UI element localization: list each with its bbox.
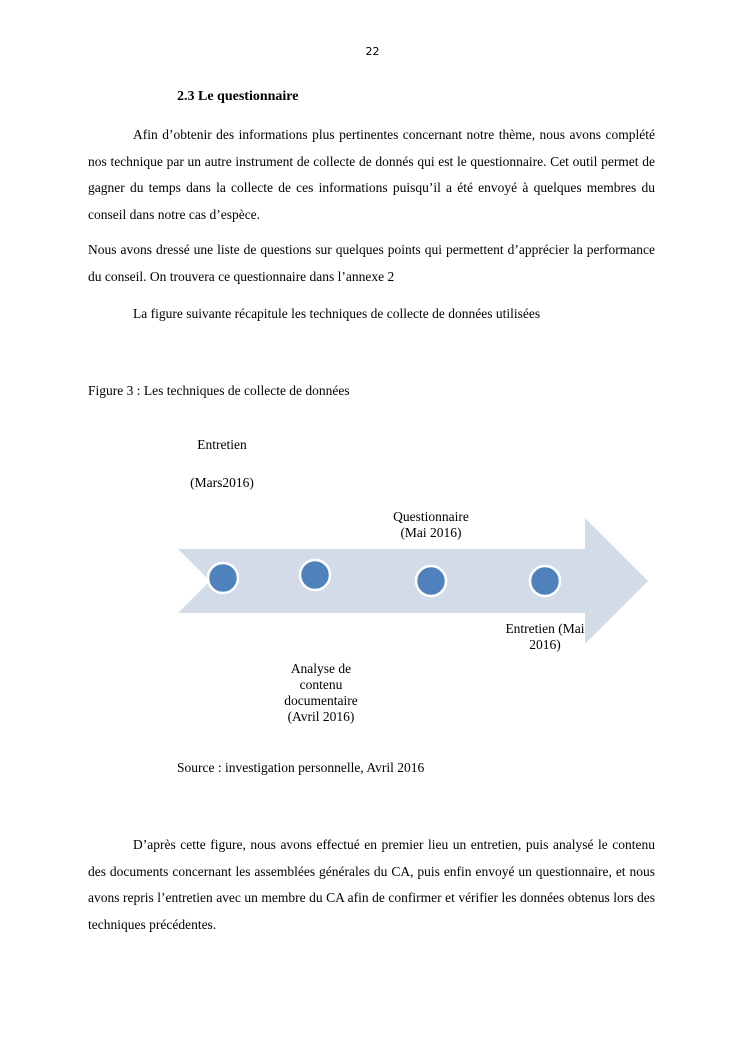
step-label-questionnaire: Questionnaire (Mai 2016) — [393, 509, 469, 540]
paragraph-questionnaire-intro: Afin d’obtenir des informations plus pertinentes concernant notre thème, nous avons complété nos technique par un autre instrument de collecte de donnés qui est le questionnaire. Cet outil permet de gagner du temps dans la collecte de ces informations puisqu’il a été envoyé à quelques membres du conseil dans notre cas d’espèce. — [88, 127, 655, 222]
figure-source: Source : investigation personnelle, Avril 2016 — [177, 760, 425, 775]
milestone-circle-2 — [300, 560, 330, 590]
figure-caption: Figure 3 : Les techniques de collecte de données — [88, 383, 350, 398]
paragraph-figure-intro: La figure suivante récapitule les techniques de collecte de données utilisées — [133, 306, 541, 321]
milestone-circle-1 — [208, 563, 238, 593]
step-label-analyse: Analyse de contenu documentaire (Avril 2016) — [284, 661, 358, 724]
step-label-entretien-mars: Entretien (Mars2016) — [190, 437, 254, 490]
page-number: 22 — [365, 45, 380, 58]
milestone-circle-4 — [530, 566, 560, 596]
paragraph-conclusion: D’après cette figure, nous avons effectué en premier lieu un entretien, puis analysé le contenu des documents concernant les assemblées générales du CA, puis enfin envoyé un questionnaire, et nous avons repris l’entretien avec un membre du CA afin de confirmer et vérifier les données obtenus lors des techniques précédentes. — [88, 837, 655, 932]
paragraph-question-list: Nous avons dressé une liste de questions sur quelques points qui permettent d’apprécier la performance du conseil. On trouvera ce questionnaire dans l’annexe 2 — [88, 242, 655, 284]
step-label-entretien-mai: Entretien (Mai 2016) — [505, 621, 585, 652]
section-heading: 2.3 Le questionnaire — [177, 89, 299, 104]
milestone-circle-3 — [416, 566, 446, 596]
